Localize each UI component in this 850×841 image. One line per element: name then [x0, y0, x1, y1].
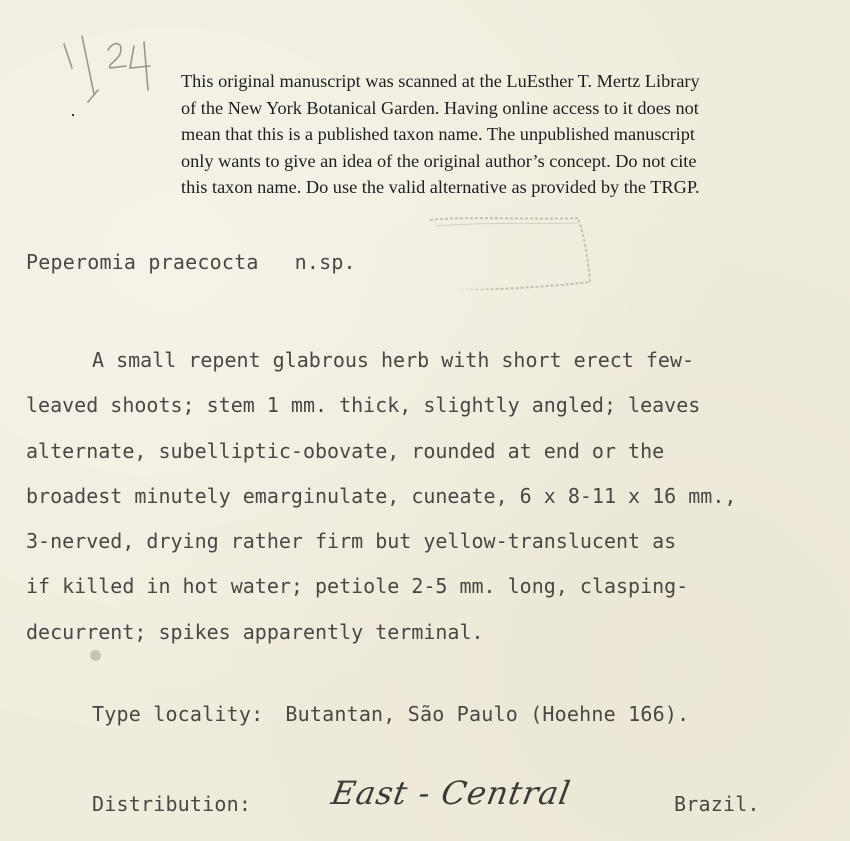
notice-line: only wants to give an idea of the original author’s concept. Do not cite: [181, 150, 697, 171]
type-locality: [92, 702, 689, 726]
distribution-label: Distribution:: [92, 792, 252, 816]
description-line: if killed in hot water; petiole 2-5 mm. long, clasping-: [26, 574, 689, 599]
description-line: decurrent; spikes apparently terminal.: [26, 619, 484, 644]
pencil-annotation: [58, 32, 178, 112]
type-locality-value: Butantan, São Paulo (Hoehne 166).: [285, 702, 690, 726]
description-line: leaved shoots; stem 1 mm. thick, slightly angled; leaves: [26, 393, 701, 418]
disclaimer-notice: [181, 68, 821, 201]
paper-speck: [90, 650, 101, 661]
new-species-marker: n.sp.: [294, 250, 356, 274]
species-heading: [26, 250, 356, 274]
species-name: Peperomia praecocta: [26, 250, 259, 274]
ink-dot: [72, 114, 74, 116]
distribution-country: Brazil.: [674, 792, 760, 816]
notice-line: this taxon name. Do use the valid alternative as provided by the TRGP.: [181, 177, 700, 197]
description-line: broadest minutely emarginulate, cuneate, 6 x 8-11 x 16 mm.,: [26, 483, 737, 508]
type-locality-label: Type locality:: [92, 702, 264, 726]
description-line: A small repent glabrous herb with short erect few-: [92, 348, 695, 372]
faint-stamp-outline: [428, 214, 592, 290]
species-description: [26, 338, 736, 655]
notice-line: of the New York Botanical Garden. Having online access to it does not: [181, 97, 699, 118]
notice-line: This original manuscript was scanned at the LuEsther T. Mertz Library: [181, 71, 700, 91]
description-line: alternate, subelliptic-obovate, rounded at end or the: [26, 438, 665, 463]
distribution-handwritten: East - Central: [328, 774, 574, 812]
description-line: 3-nerved, drying rather firm but yellow-translucent as: [26, 529, 677, 554]
notice-line: mean that this is a published taxon name. The unpublished manuscript: [181, 124, 695, 144]
